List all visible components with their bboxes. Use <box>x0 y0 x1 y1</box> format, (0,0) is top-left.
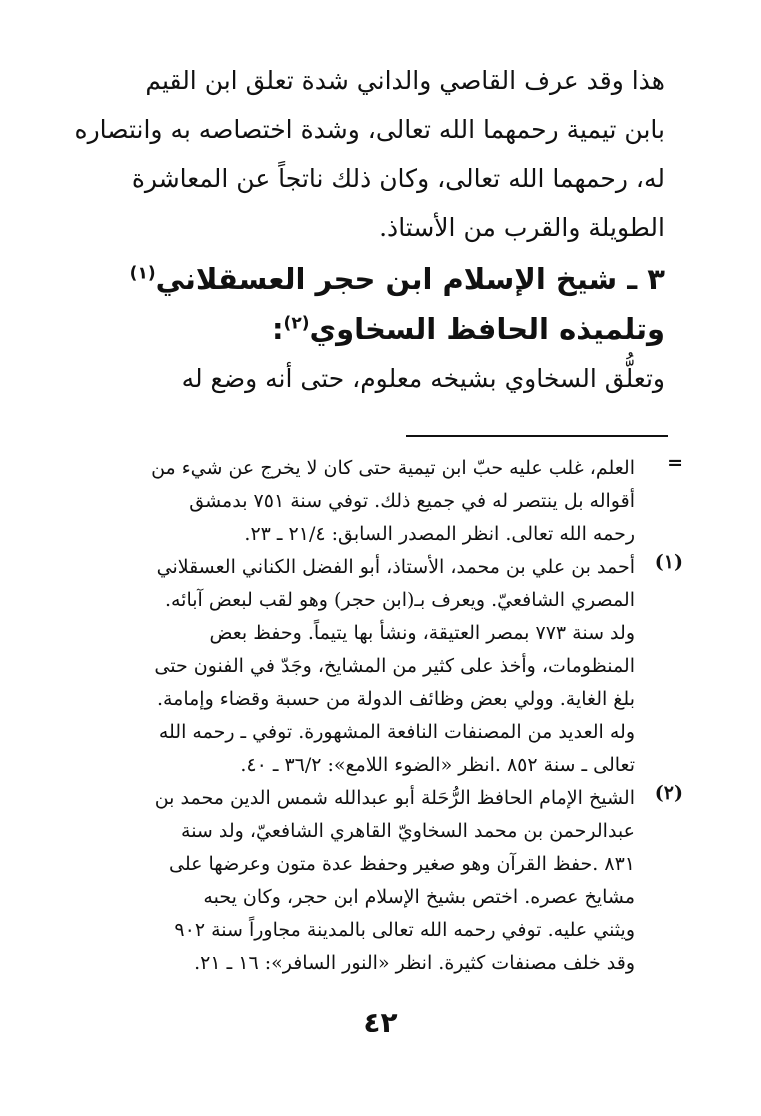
section-heading-line-2 <box>75 312 665 346</box>
footnote-marker: (٢) <box>654 782 683 804</box>
footnote-line: العلم، غلب عليه حبّ ابن تيمية حتى كان لا يخرج عن شيء من <box>151 457 635 479</box>
footnote-line: ولد سنة ٧٧٣ بمصر العتيقة، ونشأ بها يتيماً. وحفظ بعض <box>209 622 635 644</box>
heading-text: وتلميذه الحافظ السخاوي <box>309 312 665 346</box>
paragraph-line: له، رحمهما الله تعالى، وكان ذلك ناتجاً عن المعاشرة <box>131 164 665 193</box>
heading-text: ٣ ـ شيخ الإسلام ابن حجر العسقلاني <box>155 262 665 296</box>
footnote-line: أقواله بل ينتصر له في جميع ذلك. توفي سنة ٧٥١ بدمشق <box>189 490 635 512</box>
footnote-line: تعالى ـ سنة ٨٥٢ .انظر «الضوء اللامع»: ٣٦/٢ ـ ٤٠. <box>240 754 635 776</box>
footnote-body <box>73 782 635 980</box>
footnote-line: ٨٣١ .حفظ القرآن وهو صغير وحفظ عدة متون وعرضها على <box>169 853 635 875</box>
footnote-line: أحمد بن علي بن محمد، الأستاذ، أبو الفضل الكناني العسقلاني <box>156 556 635 578</box>
footnote-line: المنظومات، وأخذ على كثير من المشايخ، وجَدّ في الفنون حتى <box>154 655 635 677</box>
paragraph-line: وتعلُّق السخاوي بشيخه معلوم، حتى أنه وضع له <box>181 364 665 393</box>
footnote-continued <box>73 452 683 551</box>
footnote-line: مشايخ عصره. اختص بشيخ الإسلام ابن حجر، وكان يحبه <box>203 886 635 908</box>
footnote-2 <box>73 782 683 980</box>
footnote-line: ويثني عليه. توفي رحمه الله تعالى بالمدينة مجاوراً سنة ٩٠٢ <box>174 919 635 941</box>
footnote-separator <box>406 435 668 437</box>
paragraph-line: الطويلة والقرب من الأستاذ. <box>379 213 665 242</box>
footnote-ref-2: (٢) <box>283 313 310 334</box>
heading-colon: : <box>271 312 284 346</box>
footnote-line: بلغ الغاية. وولي بعض وظائف الدولة من حسبة وقضاء وإمامة. <box>156 688 635 710</box>
footnote-body <box>73 551 635 782</box>
footnote-line: وله العديد من المصنفات النافعة المشهورة. توفي ـ رحمه الله <box>158 721 635 743</box>
paragraph-line: بابن تيمية رحمهما الله تعالى، وشدة اختصاصه به وانتصاره <box>74 115 665 144</box>
footnote-line: الشيخ الإمام الحافظ الرُّحَلة أبو عبدالله شمس الدين محمد بن <box>154 787 635 809</box>
footnote-line: المصري الشافعيّ. ويعرف بـ(ابن حجر) وهو لقب لبعض آبائه. <box>164 589 635 611</box>
footnotes <box>73 452 683 980</box>
footnote-line: وقد خلف مصنفات كثيرة. انظر «النور السافر»: ١٦ ـ ٢١. <box>194 952 635 974</box>
footnote-body <box>73 452 635 551</box>
section-heading-line-1 <box>75 262 665 296</box>
footnote-marker: = <box>667 452 683 474</box>
footnote-line: رحمه الله تعالى. انظر المصدر السابق: ٢١/٤ ـ ٢٣. <box>244 523 635 545</box>
footnote-1 <box>73 551 683 782</box>
paragraph-line: هذا وقد عرف القاصي والداني شدة تعلق ابن القيم <box>145 66 665 95</box>
footnote-ref-1: (١) <box>129 263 156 284</box>
page-number: ٤٢ <box>363 1006 398 1039</box>
footnote-line: عبدالرحمن بن محمد السخاويّ القاهري الشافعيّ، ولد سنة <box>181 820 635 842</box>
footnote-marker: (١) <box>654 551 683 573</box>
